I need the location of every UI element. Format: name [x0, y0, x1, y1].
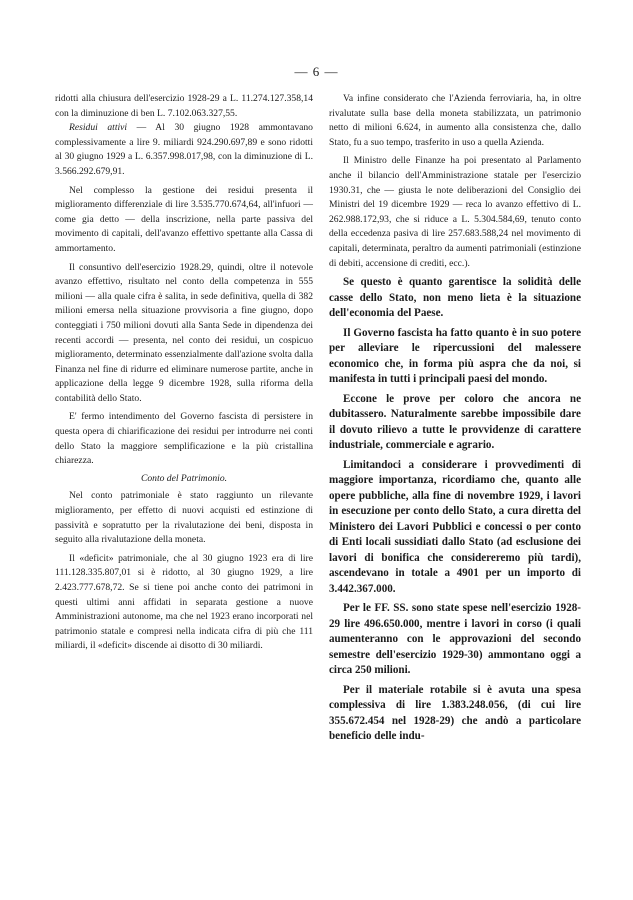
- paragraph-ff-ss: Per le FF. SS. sono state spese nell'esercizio 1928-29 lire 496.650.000, mentre i lavori in corso (i quali aumenteranno con le approvazioni del secondo semestre dell'esercizio 1929-30) ammontano oggi a circa 250 milioni.: [329, 602, 581, 677]
- paragraph-azienda-ferroviaria: Va infine considerato che l'Azienda ferroviaria, ha, in oltre rivalutate sulla base della moneta stabilizzata, un patrimonio netto di milioni 6.624, in aumento alla consistenza che, dallo Stato, fu a suo tempo, trasferito in uso a quella Azienda.: [329, 93, 581, 148]
- paragraph-conto-patrimoniale: Nel conto patrimoniale è stato raggiunto un rilevante miglioramento, per effetto di nuovi acquisti ed estinzione di passività e sopratutto per la rivalutazione dei beni, disposta in seguito alla rivalutazione della moneta.: [55, 490, 313, 546]
- right-column: [329, 92, 581, 745]
- paragraph-opere-pubbliche: Limitandoci a considerare i provvedimenti di maggiore importanza, ricordiamo che, quanto alle opere pubbliche, alla fine di novembre 1929, i lavori in esecuzione per conto dello Stato, a cura diretta del Ministero dei Lavori Pubblici e concessi o per conto di Enti locali sussidiati dallo Stato (ad esclusione dei lavori di bonifica che considereremo più tardi), ascendevano in totale a 4901 per un importo di 3.442.367.000.: [329, 458, 581, 595]
- paragraph-solidita-casse: Se questo è quanto garentisce la solidità delle casse dello Stato, non meno lieta è la situazione dell'economia del Paese.: [329, 276, 581, 320]
- paragraph-bilancio-1930-31: Il Ministro delle Finanze ha poi presentato al Parlamento anche il bilancio dell'Amministrazione statale per l'esercizio 1930.31, che — giusta le note deliberazioni del Consiglio dei Ministri del 19 dicembre 1929 — reca lo avanzo effettivo di L. 262.988.172,93, che si riduce a L. 5.304.584,69, tenuto conto della eccedenza pasiva di lire 257.683.588,24 nel movimento di capitali, determinata, peraltro da aumenti patrimoniali (estinzione di debiti, accensione di crediti, ecc.).: [329, 155, 581, 269]
- paragraph-governo-fascista: Il Governo fascista ha fatto quanto è in suo potere per alleviare le ripercussioni del malessere economico che, in forma più aspra che da noi, si manifesta in tutti i principali paesi del mondo.: [329, 326, 581, 386]
- page-number: — 6 —: [294, 64, 339, 79]
- left-column: [55, 92, 313, 654]
- paragraph-consuntivo: Il consuntivo dell'esercizio 1928.29, quindi, oltre il notevole avanzo effettivo, risultato nel conto della competenza in 555 milioni — alla quale cifra è salita, in sede definitiva, quella di 382 milioni emersa nella situazione provvisoria a fine giugno, dopo conteggiati i 750 milioni dovuti alla Santa Sede in dipendenza dei recenti accordi — presenta, nel conto dei residui, un cospicuo miglioramento, determinato essenzialmente dall'azione svolta dalla Finanza nel fine di ridurre ed eliminare numerose partite, anche in applicazione della legge 9 dicembre 1928, sulla riforma della contabilità dello Stato.: [55, 261, 313, 404]
- paragraph-intendimento-governo: E' fermo intendimento del Governo fascista di persistere in questa opera di chiarificazione dei residui per introdurre nei conti dello Stato la maggiore semplificazione e la più cristallina chiarezza.: [55, 411, 313, 467]
- paragraph-materiale-rotabile: Per il materiale rotabile si è avuta una spesa complessiva di lire 1.383.248.056, (di cui lire 355.672.454 nel 1928-29) che andò a particolare beneficio delle indu-: [329, 683, 581, 743]
- section-heading-conto-patrimonio: Conto del Patrimonio.: [140, 472, 228, 484]
- paragraph-gestione-residui: Nel complesso la gestione dei residui presenta il miglioramento differenziale di lire 3.535.770.674,64, all'infuori — come gia detto — della inscrizione, nella parte passiva del movimento di capitali, dell'avanzo effettivo spettante alla Cassa di ammortamento.: [55, 184, 313, 254]
- residui-attivi-text: — Al 30 giugno 1928 ammontavano complessivamente a lire 9. miliardi 924.290.697,89 e sono ridotti al 30 giugno 1929 a L. 6.357.998.017,98, con la diminuzione di L. 3.566.292.679,91.: [55, 122, 313, 177]
- paragraph-prove: Eccone le prove per coloro che ancora ne dubitassero. Naturalmente sarebbe impossibile dare il dovuto rilievo a tutte le provvidenze di carattere industriale, commerciale e agrario.: [329, 392, 581, 452]
- paragraph-residui-passivi-end: ridotti alla chiusura dell'esercizio 1928-29 a L. 11.274.127.358,14 con la diminuzione di ben L. 7.102.063.327,55.: [55, 93, 313, 119]
- paragraph-deficit-patrimoniale: Il «deficit» patrimoniale, che al 30 giugno 1923 era di lire 111.128.335.807,01 si è ridotto, al 30 giugno 1929, a lire 2.423.777.678,72. Se si tiene poi anche conto dei patrimoni in questi ultimi anni affidati in separata gestione a nuove Amministrazioni autonome, ma che nel 1923 erano incorporati nel patrimonio statale e compresi nella indicata cifra di più che 111 miliardi, il «deficit» discende ai disotto di 30 miliardi.: [55, 552, 313, 652]
- residui-attivi-lead: Residui attivi: [69, 122, 128, 134]
- paragraph-residui-attivi: [55, 121, 313, 179]
